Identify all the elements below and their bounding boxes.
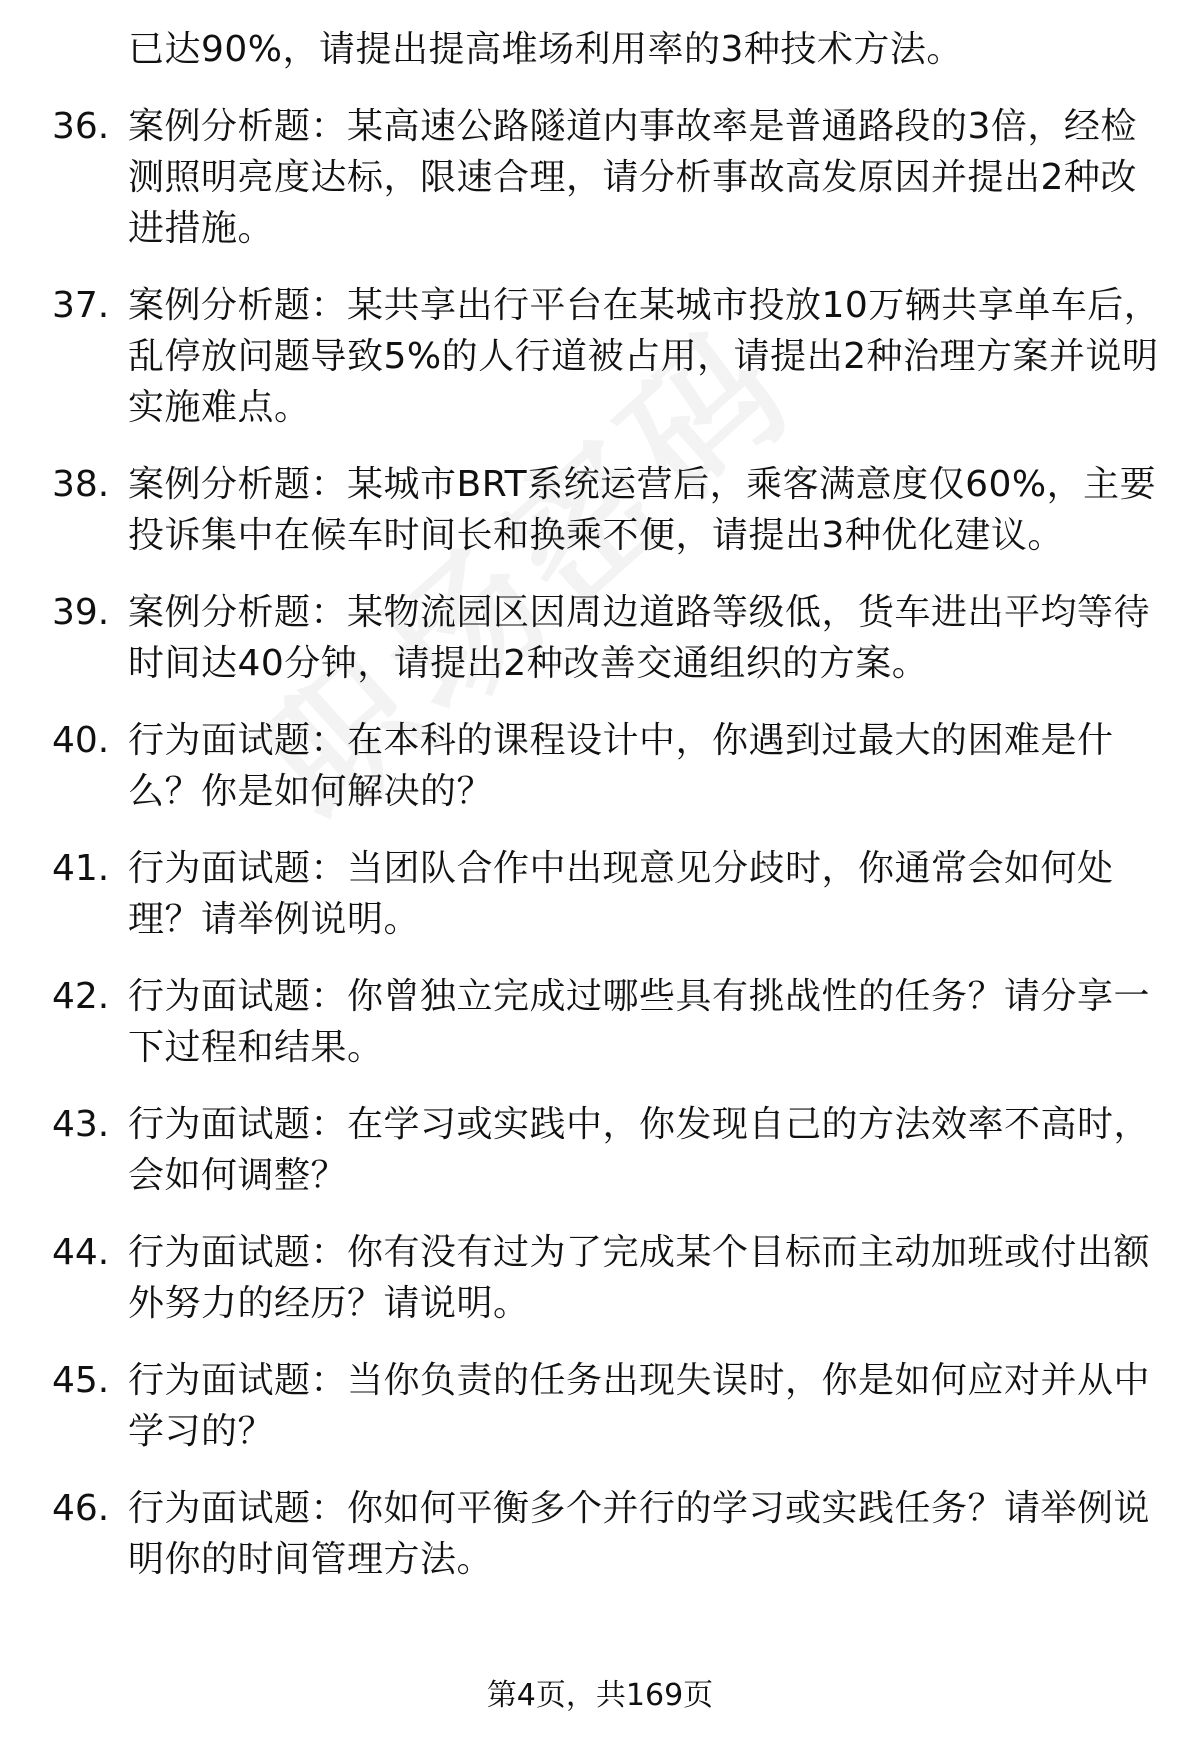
question-text: 案例分析题：某城市BRT系统运营后，乘客满意度仅60%，主要投诉集中在候车时间长和换乘不便，请提出3种优化建议。 [128, 464, 1157, 556]
question-text: 行为面试题：当团队合作中出现意见分歧时，你通常会如何处理？请举例说明。 [128, 848, 1114, 940]
question-text: 行为面试题：当你负责的任务出现失误时，你是如何应对并从中学习的？ [128, 1360, 1151, 1452]
list-item [52, 101, 1172, 254]
question-text: 行为面试题：你曾独立完成过哪些具有挑战性的任务？请分享一下过程和结果。 [128, 976, 1151, 1068]
question-text: 案例分析题：某共享出行平台在某城市投放10万辆共享单车后，乱停放问题导致5%的人行道被占用，请提出2种治理方案并说明实施难点。 [128, 285, 1161, 428]
question-number: 42. [52, 976, 110, 1017]
list-item [52, 1355, 1172, 1457]
list-item [52, 459, 1172, 561]
question-number: 44. [52, 1232, 110, 1273]
question-number: 38. [52, 464, 110, 505]
list-item [52, 971, 1172, 1073]
question-text: 案例分析题：某高速公路隧道内事故率是普通路段的3倍，经检测照明亮度达标，限速合理，请分析事故高发原因并提出2种改进措施。 [128, 106, 1137, 249]
question-text: 行为面试题：在学习或实践中，你发现自己的方法效率不高时，会如何调整？ [128, 1104, 1151, 1196]
page-footer: 第4页，共169页 [486, 1678, 714, 1713]
question-number: 41. [52, 848, 110, 889]
question-number: 43. [52, 1104, 110, 1145]
list-item [52, 715, 1172, 817]
list-item [52, 843, 1172, 945]
question-text: 案例分析题：某物流园区因周边道路等级低，货车进出平均等待时间达40分钟，请提出2种改善交通组织的方案。 [128, 592, 1151, 684]
list-item [52, 1227, 1172, 1329]
list-item [52, 24, 1172, 75]
question-number: 37. [52, 285, 110, 326]
question-number: 36. [52, 106, 110, 147]
question-number: 40. [52, 720, 110, 761]
question-text: 已达90%，请提出提高堆场利用率的3种技术方法。 [128, 29, 963, 70]
question-text: 行为面试题：在本科的课程设计中，你遇到过最大的困难是什么？你是如何解决的？ [128, 720, 1114, 812]
list-item [52, 280, 1172, 433]
question-text: 行为面试题：你如何平衡多个并行的学习或实践任务？请举例说明你的时间管理方法。 [128, 1488, 1151, 1580]
list-item [52, 1099, 1172, 1201]
question-number: 39. [52, 592, 110, 633]
question-list [52, 24, 1172, 1611]
question-number: 46. [52, 1488, 110, 1529]
question-number: 45. [52, 1360, 110, 1401]
list-item [52, 587, 1172, 689]
question-text: 行为面试题：你有没有过为了完成某个目标而主动加班或付出额外努力的经历？请说明。 [128, 1232, 1151, 1324]
list-item [52, 1483, 1172, 1585]
